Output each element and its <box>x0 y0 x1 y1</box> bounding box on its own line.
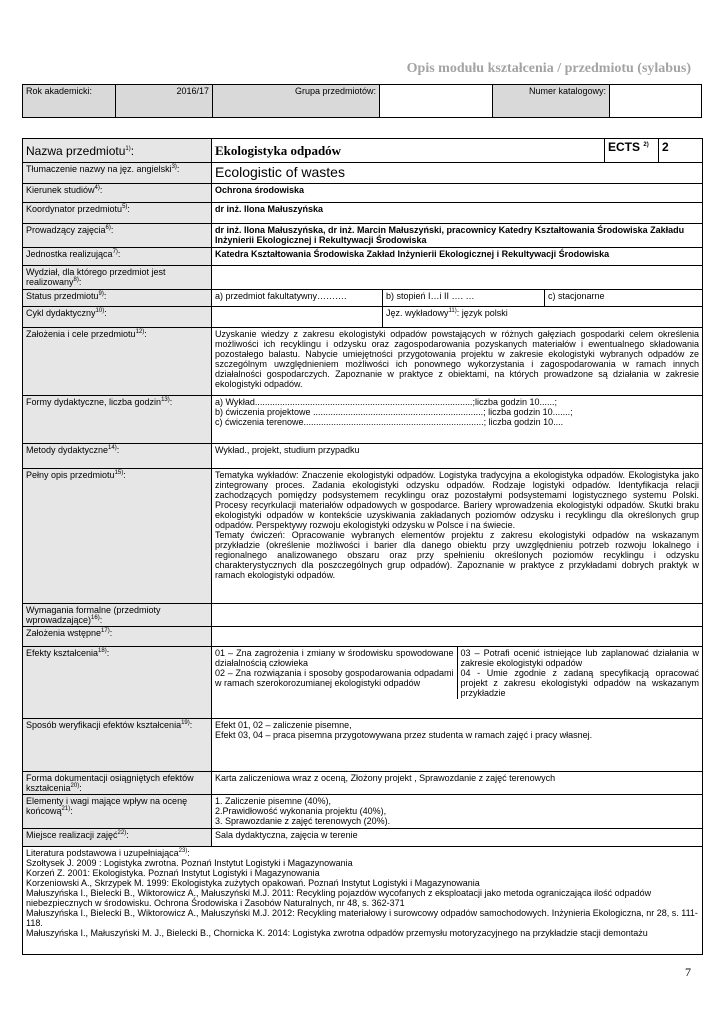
instructors-label: Prowadzący zajęcia$^{6)}$: <box>23 224 212 248</box>
description-label: Pełny opis przedmiotu$^{15)}$: <box>23 469 212 604</box>
coordinator-label: Koordynator przedmiotu$^{5)}$: <box>23 203 212 224</box>
unit-label: Jednostka realizująca$^{7)}$: <box>23 248 212 266</box>
forms-label: Formy dydaktyczne, liczba godzin$^{13)}$: <box>23 396 212 444</box>
form-line: b) ćwiczenia projektowe ....................................................................; liczba godzin 10.......; <box>215 407 573 417</box>
syllabus-table <box>22 138 703 955</box>
form-line: c) ćwiczenia terenowe........................................................................; liczba godzin 10.... <box>215 417 564 427</box>
methods-value: Wykład., projekt, studium przypadku <box>212 444 703 469</box>
faculty-label: Wydział, dla którego przedmiot jest realizowany$^{8)}$: <box>23 266 212 290</box>
outcome-03: 03 – Potrafi ocenić istniejące lub zaplanować działania w zakresie ekologistyki odpadów <box>460 648 700 668</box>
english-name-value: Ecologistic of wastes <box>212 163 703 184</box>
field-of-study-label: Kierunek studiów$^{4)}$: <box>23 184 212 203</box>
literature-item: Korzeń Z. 2001: Ekologistyka. Poznań Instytut Logistyki i Magazynowania <box>26 868 320 878</box>
verification-label: Sposób weryfikacji efektów kształcenia$^{19)}$: <box>23 719 212 772</box>
goals-label: Założenia i cele przedmiotu$^{12)}$: <box>23 328 212 396</box>
catalog-header-table <box>22 84 702 118</box>
outcome-01: 01 – Zna zagrożenia i zmiany w środowisku spowodowane działalnością człowieka <box>215 648 454 668</box>
catalog-number-label: Numer katalogowy: <box>493 85 610 118</box>
literature-item: Małuszyńska I., Małuszyński M. J., Bielecki B., Chornicka K. 2014: Logistyka zwrotna odpadów przemysłu motoryzacyjnego na przykładzie stacji demontażu <box>26 928 648 938</box>
verification-value <box>212 719 703 772</box>
field-of-study-value: Ochrona środowiska <box>212 184 703 203</box>
description-lectures: Tematyka wykładów: Znaczenie ekologistyki odpadów. Logistyka tradycyjna a ekologistyka odpadów. Ekologistyka jako zintegrowany proces. Zadania ekologistyki odzysku odpadów. Rodzaje logistyki odpadów. Identyfikacja relacji zachodzących pomiędzy podsystemem recyklingu oraz pozostałymi podsystemami logistycznego systemu Polski. Procesy recyrkulacji materiałów odpadowych w gospodarce. Bariery wprowadzenia ekologistyki odpadów. Skutki braku ekologistyki odpadów w kontekście uzyskiwania zakładanych poziomów odzysku i recyklingu dla określonych grup odpadów. Perspektywy rozwoju ekologistyki odzysku w Polsce i na świecie. <box>215 470 700 530</box>
goals-value: Uzyskanie wiedzy z zakresu ekologistyki odpadów powstających w różnych gałęziach gospodarki celem określenia możliwości ich recyklingu i odzysku oraz zagospodarowania pozyskanych materiałów i ewentualnego składowania pozostałego balastu. Nabycie umiejętności przygotowania projektu w zakresie ekologistyki wybranych odpadów ze szczególnym uwzględnieniem możliwości ich ponownego wykorzystania i zagospodarowania w ramach innych działalności gospodarczych. Zapoznanie w praktyce z obiektami, na których prowadzone są działania w zakresie ekologistyki odpadów. <box>212 328 703 396</box>
assumptions-label: Założenia wstępne$^{17)}$: <box>23 627 212 647</box>
literature-item: Korzeniowski A., Skrzypek M. 1999: Ekologistyka zużytych opakowań. Poznań Instytut Logistyki i Magazynowania <box>26 878 480 888</box>
prerequisites-label: Wymagania formalne (przedmioty wprowadzające)$^{16)}$: <box>23 604 212 627</box>
description-exercises: Tematy ćwiczeń: Opracowanie wybranych elementów projektu z zakresu ekologistyki odpadów na wskazanym przykładzie (określenie możliwości i barier dla danego obiektu przy uwzględnieniu potrzeb rozwoju lokalnego i regionalnego analizowanego obszaru oraz przy spełnieniu określonych poziomów recyklingu i odzysku charakterystycznych dla poszczególnych grup odpadów). Zapoznanie w praktyce z przykładami dobrych praktyk w ramach ekologistyki odpadów. <box>215 530 700 580</box>
catalog-number-value <box>610 85 702 118</box>
academic-year-value: 2016/17 <box>116 85 213 118</box>
document-header-title: Opis modułu kształcenia / przedmiotu (sylabus) <box>406 61 691 76</box>
outcomes-right <box>457 647 703 699</box>
coordinator-value: dr inż. Ilona Małuszyńska <box>212 203 703 224</box>
location-label: Miejsce realizacji zajęć$^{22)}$: <box>23 829 212 847</box>
course-group-label: Grupa przedmiotów: <box>213 85 380 118</box>
prerequisites-value <box>212 604 703 627</box>
english-name-label: Tłumaczenie nazwy na jęz. angielski$^{3)}$: <box>23 163 212 184</box>
status-a: a) przedmiot fakultatywny………. <box>212 290 383 307</box>
cycle-label: Cykl dydaktyczny$^{10)}$: <box>23 307 212 328</box>
faculty-value <box>212 266 703 290</box>
page-number: 7 <box>685 965 691 979</box>
outcome-02: 02 – Zna rozwiązania i sposoby gospodarowania odpadami w ramach szerokorozumianej ekologistyki odpadów <box>215 668 454 688</box>
methods-label: Metody dydaktyczne$^{14)}$: <box>23 444 212 469</box>
literature-item: Małuszyńska I., Bielecki B., Wiktorowicz A., Małuszyński M.J. 2012: Recykling materiałowy i surowcowy odpadów samochodowych. Inżynieria Ekologiczna, nr 28, s. 111-118. <box>26 908 698 928</box>
grading-label: Elementy i wagi mające wpływ na ocenę końcową$^{21)}$: <box>23 795 212 829</box>
assumptions-value <box>212 627 703 647</box>
course-name-label: Nazwa przedmiotu$^{1)}$: <box>23 139 212 163</box>
grading-line: 2.Prawidłowość wykonania projektu (40%), <box>215 806 387 816</box>
forms-value <box>212 396 703 444</box>
outcomes-left <box>212 647 457 699</box>
documentation-value: Karta zaliczeniowa wraz z oceną, Złożony projekt , Sprawozdanie z zajęć terenowych <box>212 772 703 795</box>
form-line: a) Wykład.......................................................................................;liczba godzin 10......; <box>215 397 558 407</box>
academic-year-label: Rok akademicki: <box>23 85 116 118</box>
status-label: Status przedmiotu$^{9)}$: <box>23 290 212 307</box>
status-c: c) stacjonarne <box>545 290 703 307</box>
grading-line: 3. Sprawozdanie z zajęć terenowych (20%). <box>215 816 391 826</box>
description-value <box>212 469 703 604</box>
language-value: Jęz. wykładowy$^{11)}$: język polski <box>383 307 703 328</box>
literature-label: Literatura podstawowa i uzupełniająca$^{23)}$: <box>26 848 190 858</box>
outcomes-value <box>212 647 703 719</box>
grading-line: 1. Zaliczenie pisemne (40%), <box>215 796 332 806</box>
location-value: Sala dydaktyczna, zajęcia w terenie <box>212 829 703 847</box>
ects-label: ECTS $^{2)}$ <box>605 139 659 163</box>
cycle-value <box>212 307 383 328</box>
literature-item: Małuszyńska I., Bielecki B., Wiktorowicz A., Małuszyński M.J. 2011: Recykling pojazdów wycofanych z eksploatacji jako metoda ograniczająca ilość odpadów niebezpiecznych w środowisku. Ochrona Środowiska i Zasobów Naturalnych, nr 48, s. 362-371 <box>26 888 652 908</box>
outcome-04: 04 - Umie zgodnie z zadaną specyfikacją opracować projekt z zakresu ekologistyki odpadów na wskazanym przykładzie <box>460 668 700 698</box>
course-name-value: Ekologistyka odpadów <box>212 139 605 163</box>
documentation-label: Forma dokumentacji osiągniętych efektów kształcenia$^{20)}$: <box>23 772 212 795</box>
grading-value <box>212 795 703 829</box>
verification-line: Efekt 03, 04 – praca pisemna przygotowywana przez studenta w ramach zajęć i pracy własnej. <box>215 730 593 740</box>
literature-cell <box>23 847 703 955</box>
ects-value: 2 <box>659 139 703 163</box>
instructors-value: dr inż. Ilona Małuszyńska, dr inż. Marcin Małuszyński, pracownicy Katedry Kształtowania Środowiska Zakładu Inżynierii Ekologicznej i Rekultywacji Środowiska <box>212 224 703 248</box>
literature-item: Szołtysek J. 2009 : Logistyka zwrotna. Poznań Instytut Logistyki i Magazynowania <box>26 858 353 868</box>
verification-line: Efekt 01, 02 – zaliczenie pisemne, <box>215 720 352 730</box>
outcomes-label: Efekty kształcenia$^{18)}$: <box>23 647 212 719</box>
unit-value: Katedra Kształtowania Środowiska Zakład Inżynierii Ekologicznej i Rekultywacji Środowiska <box>212 248 703 266</box>
course-group-value <box>380 85 493 118</box>
status-b: b) stopień I…i II …. … <box>383 290 545 307</box>
